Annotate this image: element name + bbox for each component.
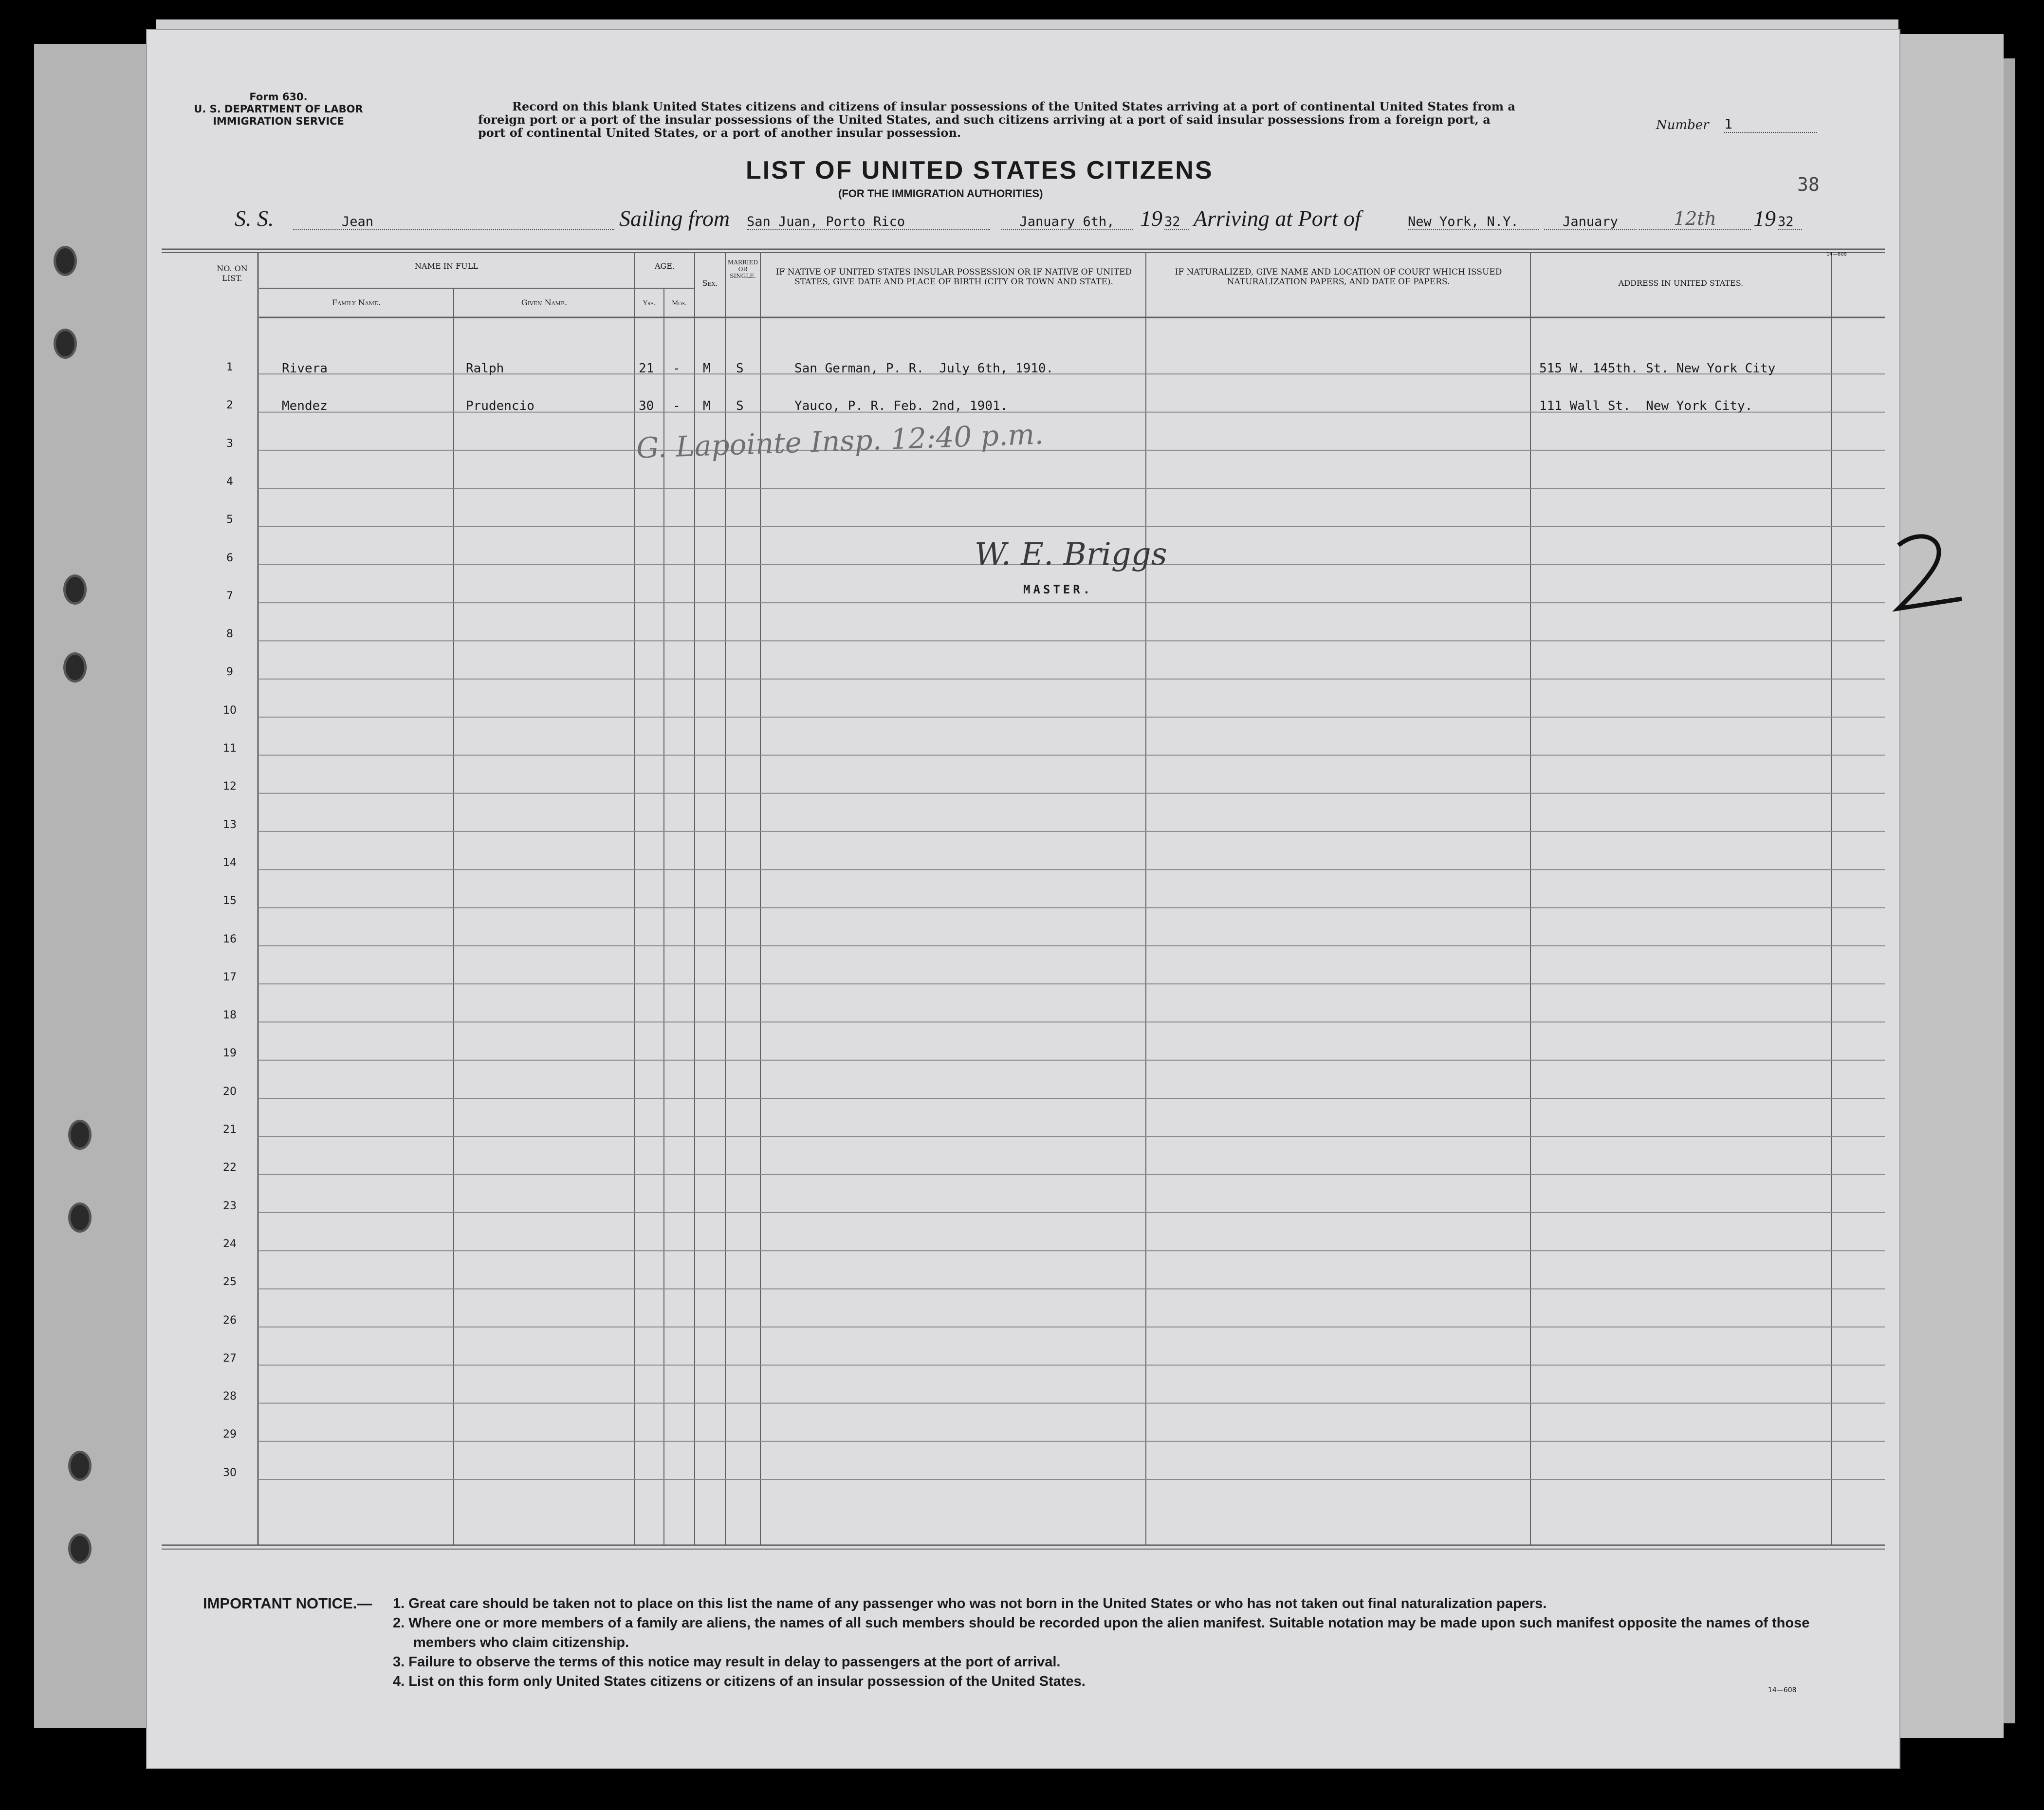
page-title: LIST OF UNITED STATES CITIZENS [746, 156, 1214, 185]
row-number: 25 [223, 1276, 237, 1289]
binder-hole [54, 246, 77, 276]
row-number: 7 [226, 590, 233, 602]
page-number: 38 [1797, 174, 1820, 195]
arriving-label: Arriving at Port of [1194, 206, 1361, 231]
number-label: Number [1656, 118, 1709, 132]
row-number: 27 [223, 1352, 237, 1365]
notice-item: 1. Great care should be taken not to place on this list the name of any passenger who was not born in the United States or who has not taken out final naturalization papers. [393, 1596, 1547, 1611]
header-mos: Mos. [672, 300, 687, 307]
birth-place-date-cell: Yauco, P. R. Feb. 2nd, 1901. [794, 399, 1008, 413]
sex-cell: M [703, 399, 711, 413]
ss-label: S. S. [235, 206, 274, 231]
arrival-year-prefix: 19 [1753, 206, 1776, 231]
family-name-cell: Mendez [282, 399, 328, 413]
header-address: ADDRESS IN UNITED STATES. [1618, 278, 1744, 288]
given-name-cell: Prudencio [466, 399, 534, 413]
row-number: 10 [223, 704, 237, 717]
row-number: 17 [223, 971, 237, 983]
marital-status-cell: S [736, 361, 744, 376]
row-number: 12 [223, 780, 237, 793]
instruction-line: Record on this blank United States citizens and citizens of insular possessions of the United States arriving at a port of continental United States from a [512, 99, 1515, 113]
notice-items [393, 1594, 1853, 1691]
row-number: 21 [223, 1124, 237, 1136]
header-age: AGE. [654, 261, 675, 271]
binder-hole [68, 1533, 92, 1564]
margin-mark [1889, 526, 1976, 623]
row-number: 8 [226, 628, 233, 641]
sailing-year: 32 [1164, 214, 1189, 230]
row-number: 30 [223, 1466, 237, 1479]
master-signature: W. E. Briggs [975, 536, 1167, 573]
sailing-date: January 6th, [1001, 214, 1133, 230]
sex-cell: M [703, 361, 711, 376]
printer-mark: 14—608 [1826, 252, 1847, 257]
address-cell: 111 Wall St. New York City. [1539, 399, 1753, 413]
family-name-cell: Rivera [282, 361, 328, 376]
row-number: 19 [223, 1047, 237, 1060]
instruction-line: foreign port or a port of the insular possessions of the United States, and such citizens arriving at a port of said insular possessions from a foreign port, a [478, 112, 1491, 127]
row-number: 29 [223, 1428, 237, 1441]
binder-strip [34, 44, 161, 1728]
header-no-on-list: NO. ON LIST. [217, 264, 248, 283]
row-number: 4 [226, 475, 233, 488]
arrival-day: 12th [1639, 208, 1751, 230]
header-native-insular: IF NATIVE OF UNITED STATES INSULAR POSSESSION OR IF NATIVE OF UNITED STATES, GIVE DATE AND PLACE OF BIRTH (CITY OR TOWN AND STATE). [775, 267, 1132, 287]
row-number: 24 [223, 1237, 237, 1250]
header-family-name: Family Name. [332, 298, 381, 307]
instructions [478, 100, 1583, 139]
binder-hole [63, 574, 87, 605]
department-name: U. S. DEPARTMENT OF LABOR [194, 103, 363, 115]
ship-name-text: Jean [342, 214, 374, 229]
row-number: 28 [223, 1390, 237, 1403]
row-number: 6 [226, 552, 233, 564]
number-value: 1 [1724, 116, 1817, 133]
row-number: 11 [223, 742, 237, 755]
row-number: 9 [226, 666, 233, 679]
form-number: Form 630. [249, 91, 308, 103]
row-number: 18 [223, 1009, 237, 1022]
header-naturalized: IF NATURALIZED, GIVE NAME AND LOCATION OF COURT WHICH ISSUED NATURALIZATION PAPERS, AND DATE OF PAPERS. [1175, 267, 1502, 287]
sailing-year-prefix: 19 [1140, 206, 1162, 231]
address-cell: 515 W. 145th. St. New York City [1539, 361, 1776, 376]
arrival-month: January [1544, 214, 1637, 230]
age-years-cell: 21 [639, 361, 654, 376]
given-name-cell: Ralph [466, 361, 504, 376]
row-number: 13 [223, 818, 237, 831]
row-number: 14 [223, 856, 237, 869]
header-yrs: Yrs. [643, 300, 656, 307]
notice-item: 2. Where one or more members of a family are aliens, the names of all such members should be recorded upon the alien manifest. Suitable notation may be made upon such manifest opposite the names of those members who claim citizenship. [393, 1615, 1810, 1650]
master-label: MASTER. [1023, 583, 1093, 596]
inspector-stamp: G. Lapointe Insp. 12:40 p.m. [636, 417, 1044, 465]
binder-hole [63, 652, 87, 683]
notice-heading: IMPORTANT NOTICE.— [203, 1595, 372, 1612]
binder-hole [68, 1120, 92, 1150]
age-months-cell: - [673, 399, 681, 413]
header-given-name: Given Name. [521, 298, 568, 307]
form-code: 14—608 [1768, 1686, 1797, 1694]
arrival-year: 32 [1778, 214, 1802, 230]
birth-place-date-cell: San German, P. R. July 6th, 1910. [794, 361, 1054, 376]
row-number: 23 [223, 1200, 237, 1212]
sailing-from: San Juan, Porto Rico [747, 214, 990, 230]
table-grid [147, 30, 1899, 1768]
binder-hole [68, 1202, 92, 1233]
row-number: 16 [223, 933, 237, 945]
age-years-cell: 30 [639, 399, 654, 413]
manifest-page [146, 29, 1900, 1769]
header-name-in-full: NAME IN FULL [415, 261, 478, 271]
row-number: 3 [226, 437, 233, 450]
service-name: IMMIGRATION SERVICE [213, 115, 344, 127]
binder-hole [68, 1451, 92, 1481]
form-identifier [166, 91, 390, 128]
row-number: 15 [223, 895, 237, 907]
ship-name [293, 214, 614, 230]
header-sex: Sex. [702, 278, 718, 288]
binder-hole [54, 329, 77, 359]
sailing-label: Sailing from [619, 206, 730, 231]
arrival-port: New York, N.Y. [1408, 214, 1539, 230]
row-number: 1 [226, 361, 233, 373]
notice-item: 3. Failure to observe the terms of this notice may result in delay to passengers at the port of arrival. [393, 1654, 1061, 1670]
instruction-line: port of continental United States, or a port of another insular possession. [478, 126, 961, 140]
row-number: 20 [223, 1085, 237, 1098]
age-months-cell: - [673, 361, 681, 376]
page-subtitle: (FOR THE IMMIGRATION AUTHORITIES) [838, 187, 1043, 200]
notice-item: 4. List on this form only United States citizens or citizens of an insular possession of the United States. [393, 1674, 1086, 1689]
row-number: 22 [223, 1162, 237, 1174]
row-number: 5 [226, 514, 233, 526]
row-number: 2 [226, 399, 233, 412]
header-married-single: MARRIED OR SINGLE. [727, 259, 758, 279]
marital-status-cell: S [736, 399, 744, 413]
row-number: 26 [223, 1314, 237, 1327]
